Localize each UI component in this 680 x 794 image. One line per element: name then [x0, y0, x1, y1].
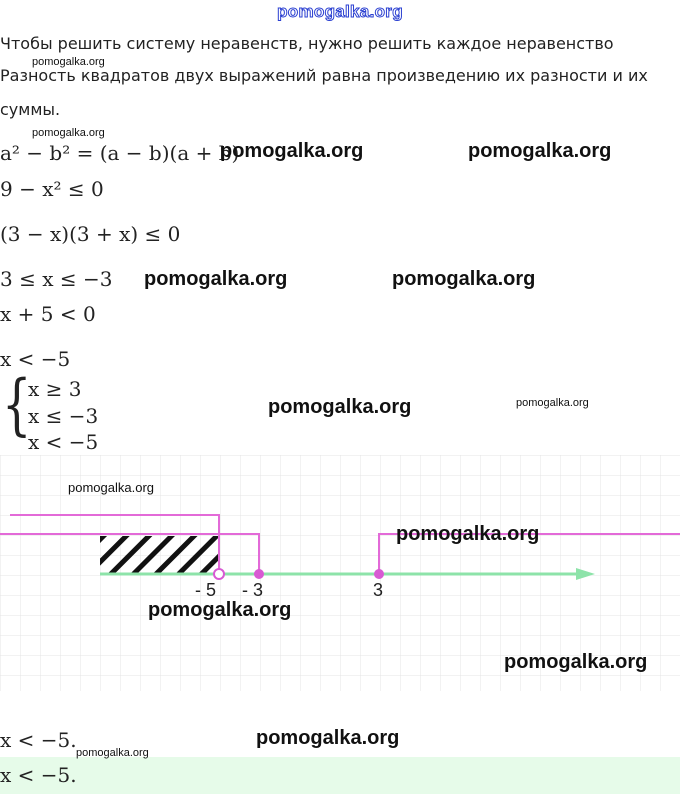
watermark: pomogalka.org [76, 747, 149, 759]
watermark: pomogalka.org [396, 523, 540, 545]
watermark: pomogalka.org [144, 268, 288, 290]
watermark: pomogalka.org [392, 268, 536, 290]
answer-line-1: x < −5. [0, 728, 77, 752]
point-3 [374, 569, 384, 579]
system-line-3: x < −5 [28, 430, 99, 454]
watermark: pomogalka.org [68, 480, 154, 495]
hatched-region [100, 536, 219, 574]
inequality-5: x < −5 [0, 347, 71, 371]
system-line-1: x ≥ 3 [28, 377, 82, 401]
site-title: pomogalka.org [277, 2, 403, 21]
inequality-1: 9 − x² ≤ 0 [0, 177, 104, 201]
inequality-2: (3 − x)(3 + x) ≤ 0 [0, 222, 181, 246]
system-line-2: x ≤ −3 [28, 404, 99, 428]
watermark: pomogalka.org [504, 651, 648, 673]
watermark: pomogalka.org [32, 127, 105, 139]
label-3: 3 [373, 580, 384, 600]
formula: a² − b² = (a − b)(a + b) [0, 141, 240, 165]
answer-highlight [0, 757, 680, 794]
inequality-4: x + 5 < 0 [0, 302, 96, 326]
watermark: pomogalka.org [148, 599, 292, 621]
text-line-2: Разность квадратов двух выражений равна произведению их разности и их [0, 66, 648, 85]
watermark: pomogalka.org [32, 56, 105, 68]
watermark: pomogalka.org [256, 727, 400, 749]
text-line-3: суммы. [0, 100, 61, 119]
open-point-minus-5 [214, 569, 224, 579]
answer-line-2: x < −5. [0, 763, 77, 787]
system-brace: { [2, 366, 32, 443]
watermark: pomogalka.org [516, 397, 589, 409]
text-line-1: Чтобы решить систему неравенств, нужно решить каждое неравенство [0, 34, 614, 53]
point-minus-3 [254, 569, 264, 579]
watermark: pomogalka.org [220, 140, 364, 162]
watermark: pomogalka.org [268, 396, 412, 418]
label-minus-3: - 3 [242, 580, 264, 600]
watermark: pomogalka.org [468, 140, 612, 162]
inequality-3: 3 ≤ x ≤ −3 [0, 267, 113, 291]
label-minus-5: - 5 [195, 580, 217, 600]
